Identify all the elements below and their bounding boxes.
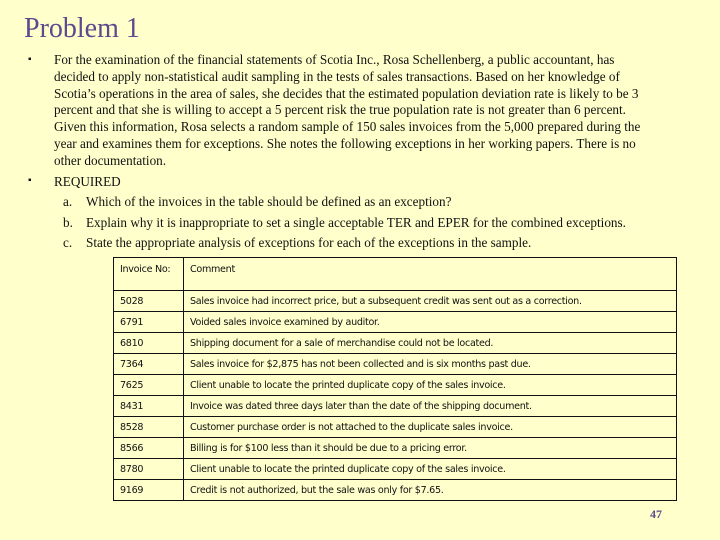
invoice-number: 6810: [114, 333, 184, 354]
paragraph-line: year and examines them for exceptions. She notes the following exceptions in her working papers. There is no: [54, 135, 636, 151]
paragraph-line: Given this information, Rosa selects a random sample of 150 sales invoices from the 5,000 prepared during the: [54, 119, 641, 135]
question-letter: a.: [63, 194, 73, 209]
question-text: Which of the invoices in the table should be defined as an exception?: [86, 194, 452, 209]
invoice-number: 9169: [114, 480, 184, 501]
table-row: [114, 417, 677, 438]
invoice-comment: Customer purchase order is not attached to the duplicate sales invoice.: [184, 417, 677, 438]
paragraph-line: Scotia’s operations in the area of sales, she decides that the estimated population deviation rate is likely to be 3: [54, 85, 639, 101]
table-row: [114, 438, 677, 459]
invoice-number: 6791: [114, 312, 184, 333]
slide-title: Problem 1: [24, 13, 140, 44]
exceptions-table: [113, 257, 677, 501]
invoice-number: 7364: [114, 354, 184, 375]
invoice-number: 8566: [114, 438, 184, 459]
invoice-number: 8528: [114, 417, 184, 438]
bullet-icon: ▪: [28, 175, 32, 186]
question-letter: c.: [63, 235, 73, 250]
invoice-number: 5028: [114, 291, 184, 312]
header-invoice-no: Invoice No:: [114, 258, 184, 291]
invoice-comment: Sales invoice had incorrect price, but a subsequent credit was sent out as a correction.: [184, 291, 677, 312]
page-number: 47: [650, 507, 662, 521]
required-label: REQUIRED: [54, 174, 121, 189]
invoice-number: 8780: [114, 459, 184, 480]
table-row: [114, 480, 677, 501]
invoice-comment: Client unable to locate the printed duplicate copy of the sales invoice.: [184, 375, 677, 396]
invoice-comment: Billing is for $100 less than it should be due to a pricing error.: [184, 438, 677, 459]
invoice-number: 8431: [114, 396, 184, 417]
table-row: [114, 291, 677, 312]
paragraph-line: For the examination of the financial statements of Scotia Inc., Rosa Schellenberg, a public accountant, has: [54, 52, 615, 67]
question-item: [63, 214, 626, 231]
invoice-number: 7625: [114, 375, 184, 396]
question-item: [63, 234, 531, 251]
table-row: [114, 312, 677, 333]
question-item: [63, 193, 451, 210]
table-row: [114, 375, 677, 396]
header-comment: Comment: [184, 258, 677, 291]
paragraph-line: other documentation.: [54, 152, 167, 168]
problem-paragraph: [54, 52, 640, 170]
paragraph-line: percent and that she is willing to accept a 5 percent risk the true population rate is not greater than 6 percent.: [54, 102, 626, 118]
question-text: Explain why it is inappropriate to set a single acceptable TER and EPER for the combined exceptions.: [86, 214, 626, 230]
invoice-comment: Voided sales invoice examined by auditor.: [184, 312, 677, 333]
invoice-comment: Sales invoice for $2,875 has not been collected and is six months past due.: [184, 354, 677, 375]
invoice-comment: Client unable to locate the printed duplicate copy of the sales invoice.: [184, 459, 677, 480]
paragraph-line: decided to apply non-statistical audit sampling in the tests of sales transactions. Based on her knowledge of: [54, 68, 620, 84]
invoice-comment: Shipping document for a sale of merchandise could not be located.: [184, 333, 677, 354]
question-text: State the appropriate analysis of exceptions for each of the exceptions in the sample.: [86, 235, 532, 250]
table-row: [114, 459, 677, 480]
bullet-icon: ▪: [28, 54, 32, 65]
invoice-comment: Invoice was dated three days later than the date of the shipping document.: [184, 396, 677, 417]
invoice-comment: Credit is not authorized, but the sale was only for $7.65.: [184, 480, 677, 501]
table-row: [114, 354, 677, 375]
table-row: [114, 396, 677, 417]
table-row: [114, 333, 677, 354]
question-letter: b.: [63, 214, 73, 230]
table-header-row: [114, 258, 677, 291]
